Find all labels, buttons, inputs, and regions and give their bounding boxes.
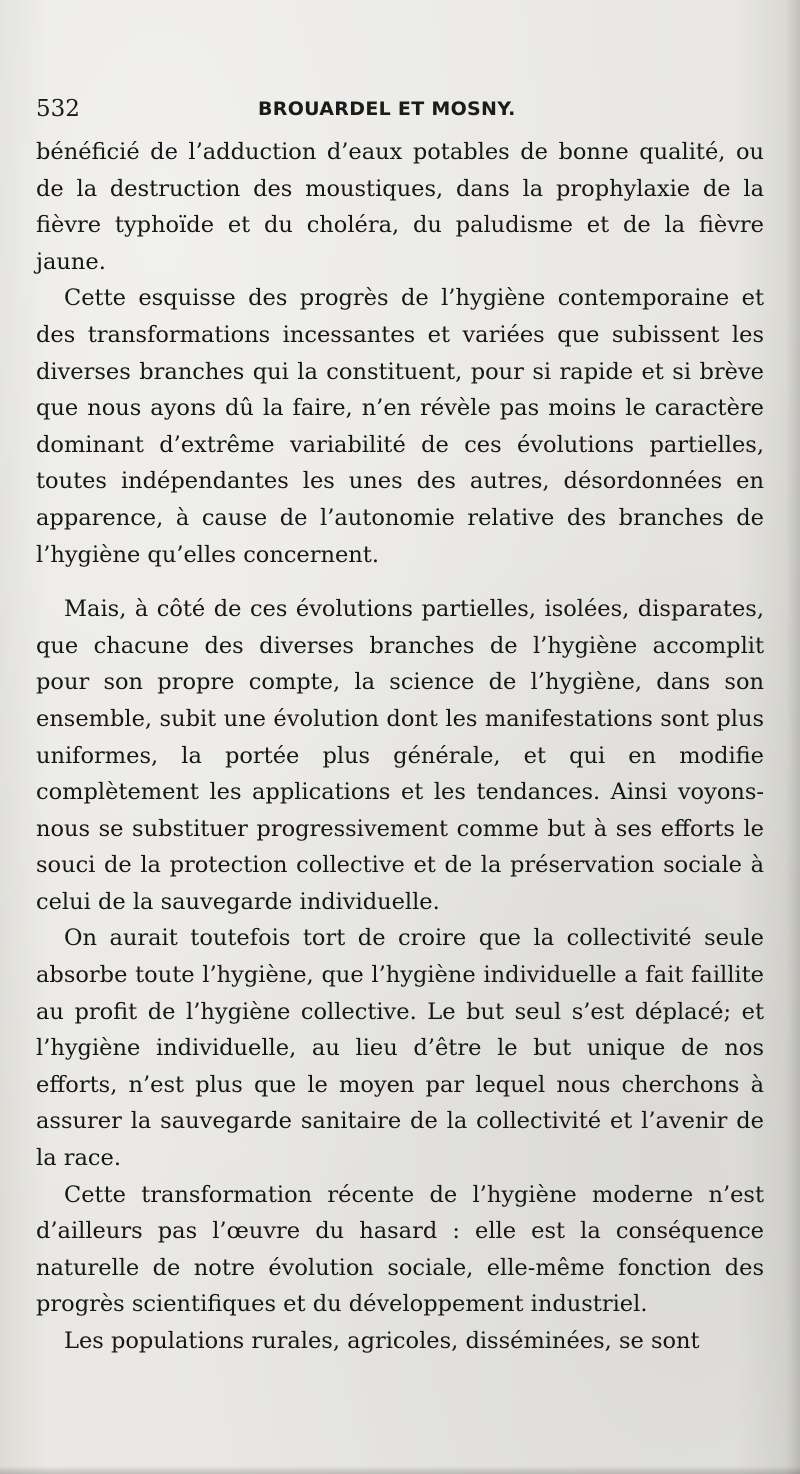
- paragraph: Mais, à côté de ces évolutions partielles, isolées, disparates, que chacune des diverses branches de l’hygiène accomplit pour son propre compte, la science de l’hygiène, dans son ensemble, subit une évolution dont les manifestations sont plus uniformes, la portée plus générale, et qui en modifie complètement les applications et les tendances. Ainsi voyons-nous se substituer progressivement comme but à ses efforts le souci de la protection collective et de la préservation sociale à celui de la sauvegarde individuelle.: [36, 596, 764, 915]
- paragraph: Cette transformation récente de l’hygiène moderne n’est d’ailleurs pas l’œuvre du hasard : elle est la conséquence naturelle de notre évolution sociale, elle-même fonction des progrès scientifiques et du développement industriel.: [36, 1181, 764, 1318]
- body-text: [36, 134, 764, 1360]
- page-bottom-shadow: [0, 1466, 800, 1474]
- paragraph-truncated: Les populations rurales, agricoles, disséminées, se sont: [64, 1328, 700, 1354]
- page-number: 532: [36, 96, 80, 122]
- page-header: [36, 96, 766, 132]
- paragraph: Cette esquisse des progrès de l’hygiène contemporaine et des transformations incessantes et variées que subissent les diverses branches qui la constituent, pour si rapide et si brève que nous ayons dû la faire, n’en révèle pas moins le caractère dominant d’extrême variabilité de ces évolutions partielles, toutes indépendantes les unes des autres, désordonnées en apparence, à cause de l’autonomie relative des branches de l’hygiène qu’elles concernent.: [36, 285, 764, 568]
- page-edge-shadow: [786, 0, 800, 1474]
- running-head: BROUARDEL ET MOSNY.: [258, 98, 516, 120]
- paragraph-continued: bénéficié de l’adduction d’eaux potables de bonne qualité, ou de la destruction des moustiques, dans la prophylaxie de la fièvre typhoïde et du choléra, du paludisme et de la fièvre jaune.: [36, 139, 764, 275]
- paragraph: On aurait toutefois tort de croire que la collectivité seule absorbe toute l’hygiène, que l’hygiène individuelle a fait faillite au profit de l’hygiène collective. Le but seul s’est déplacé; et l’hygiène individuelle, au lieu d’être le but unique de nos efforts, n’est plus que le moyen par lequel nous cherchons à assurer la sauvegarde sanitaire de la collectivité et l’avenir de la race.: [36, 925, 764, 1172]
